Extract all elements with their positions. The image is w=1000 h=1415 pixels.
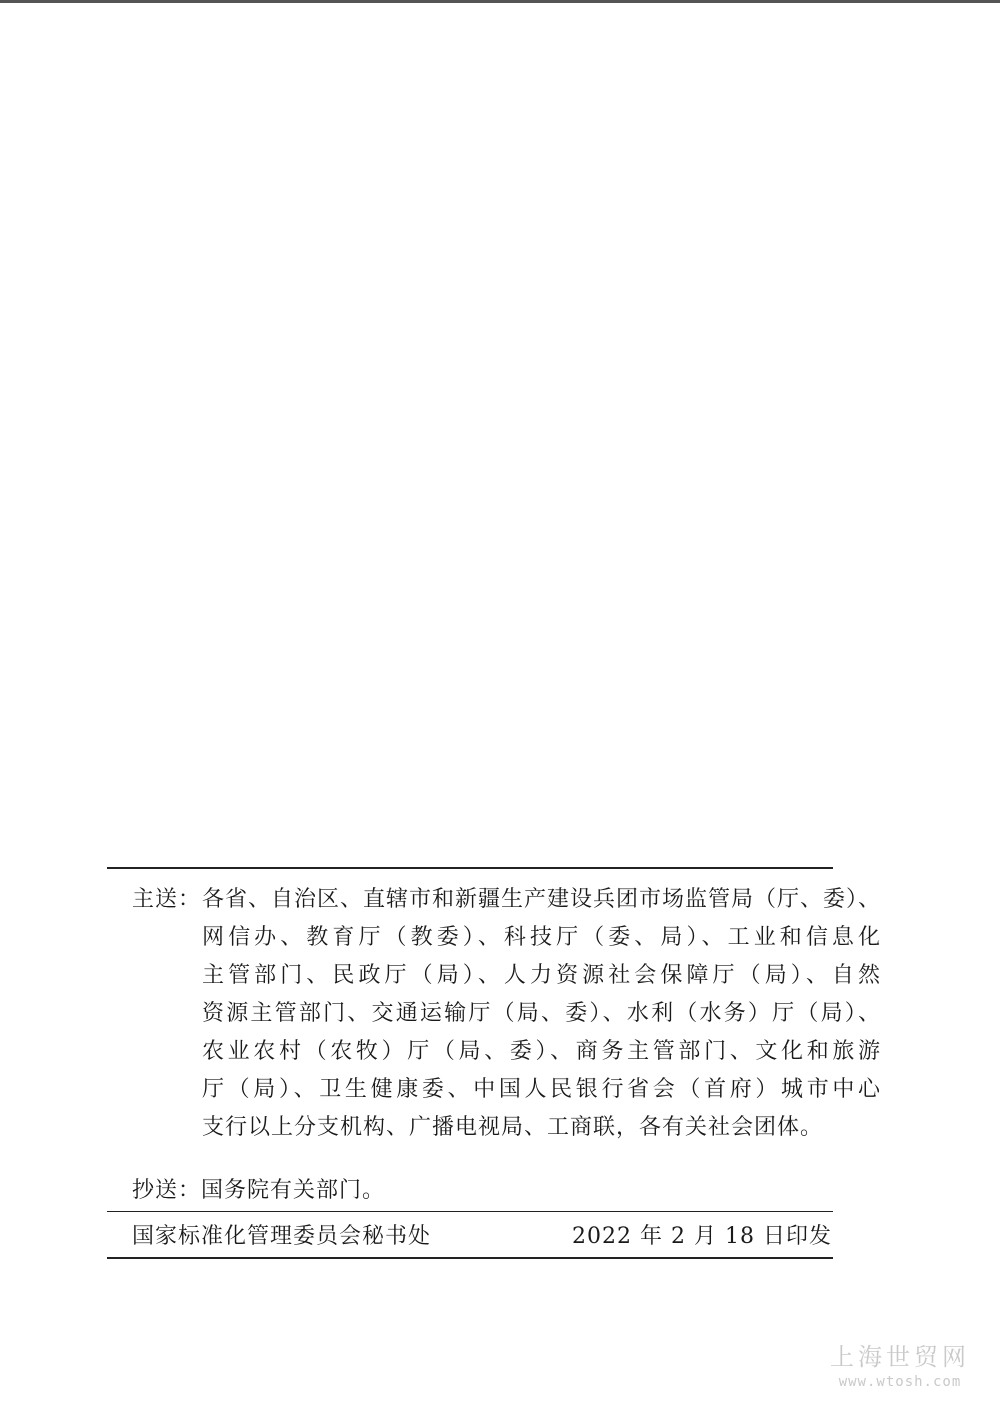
recipients-line: 各省、自治区、直辖市和新疆生产建设兵团市场监管局（厅、委）、	[202, 887, 882, 912]
recipients-line: 厅（局）、卫生健康委、中国人民银行省会（首府）城市中心	[202, 1077, 882, 1102]
recipients-line: 网信办、教育厅（教委）、科技厅（委、局）、工业和信息化	[202, 925, 882, 950]
recipients-line: 支行以上分支机构、广播电视局、工商联，各有关社会团体。	[202, 1115, 824, 1140]
top-divider	[107, 867, 833, 869]
main-recipients	[132, 881, 882, 1147]
bottom-divider	[107, 1257, 833, 1259]
site-watermark	[830, 1342, 970, 1392]
middle-divider	[107, 1211, 833, 1212]
main-recipients-list	[202, 881, 881, 1147]
cc-label: 抄送：	[132, 1178, 202, 1203]
cc-text: 国务院有关部门。	[201, 1178, 386, 1203]
main-recipients-label: 主送：	[132, 887, 202, 912]
recipients-line: 主管部门、民政厅（局）、人力资源社会保障厅（局）、自然	[202, 963, 882, 988]
watermark-name: 上海世贸网	[830, 1343, 970, 1371]
recipients-line: 资源主管部门、交通运输厅（局、委）、水利（水务）厅（局）、	[202, 1001, 882, 1026]
recipients-line: 农业农村（农牧）厅（局、委）、商务主管部门、文化和旅游	[202, 1039, 882, 1064]
distribution-block	[132, 881, 882, 1147]
issuer-name: 国家标准化管理委员会秘书处	[132, 1224, 432, 1249]
cc-recipients	[132, 1175, 385, 1207]
issue-date: 2022 年 2 月 18 日印发	[572, 1224, 832, 1249]
issuer-row	[132, 1220, 832, 1254]
watermark-url: www.wtosh.com	[838, 1374, 962, 1390]
scan-edge-line	[0, 0, 1000, 3]
